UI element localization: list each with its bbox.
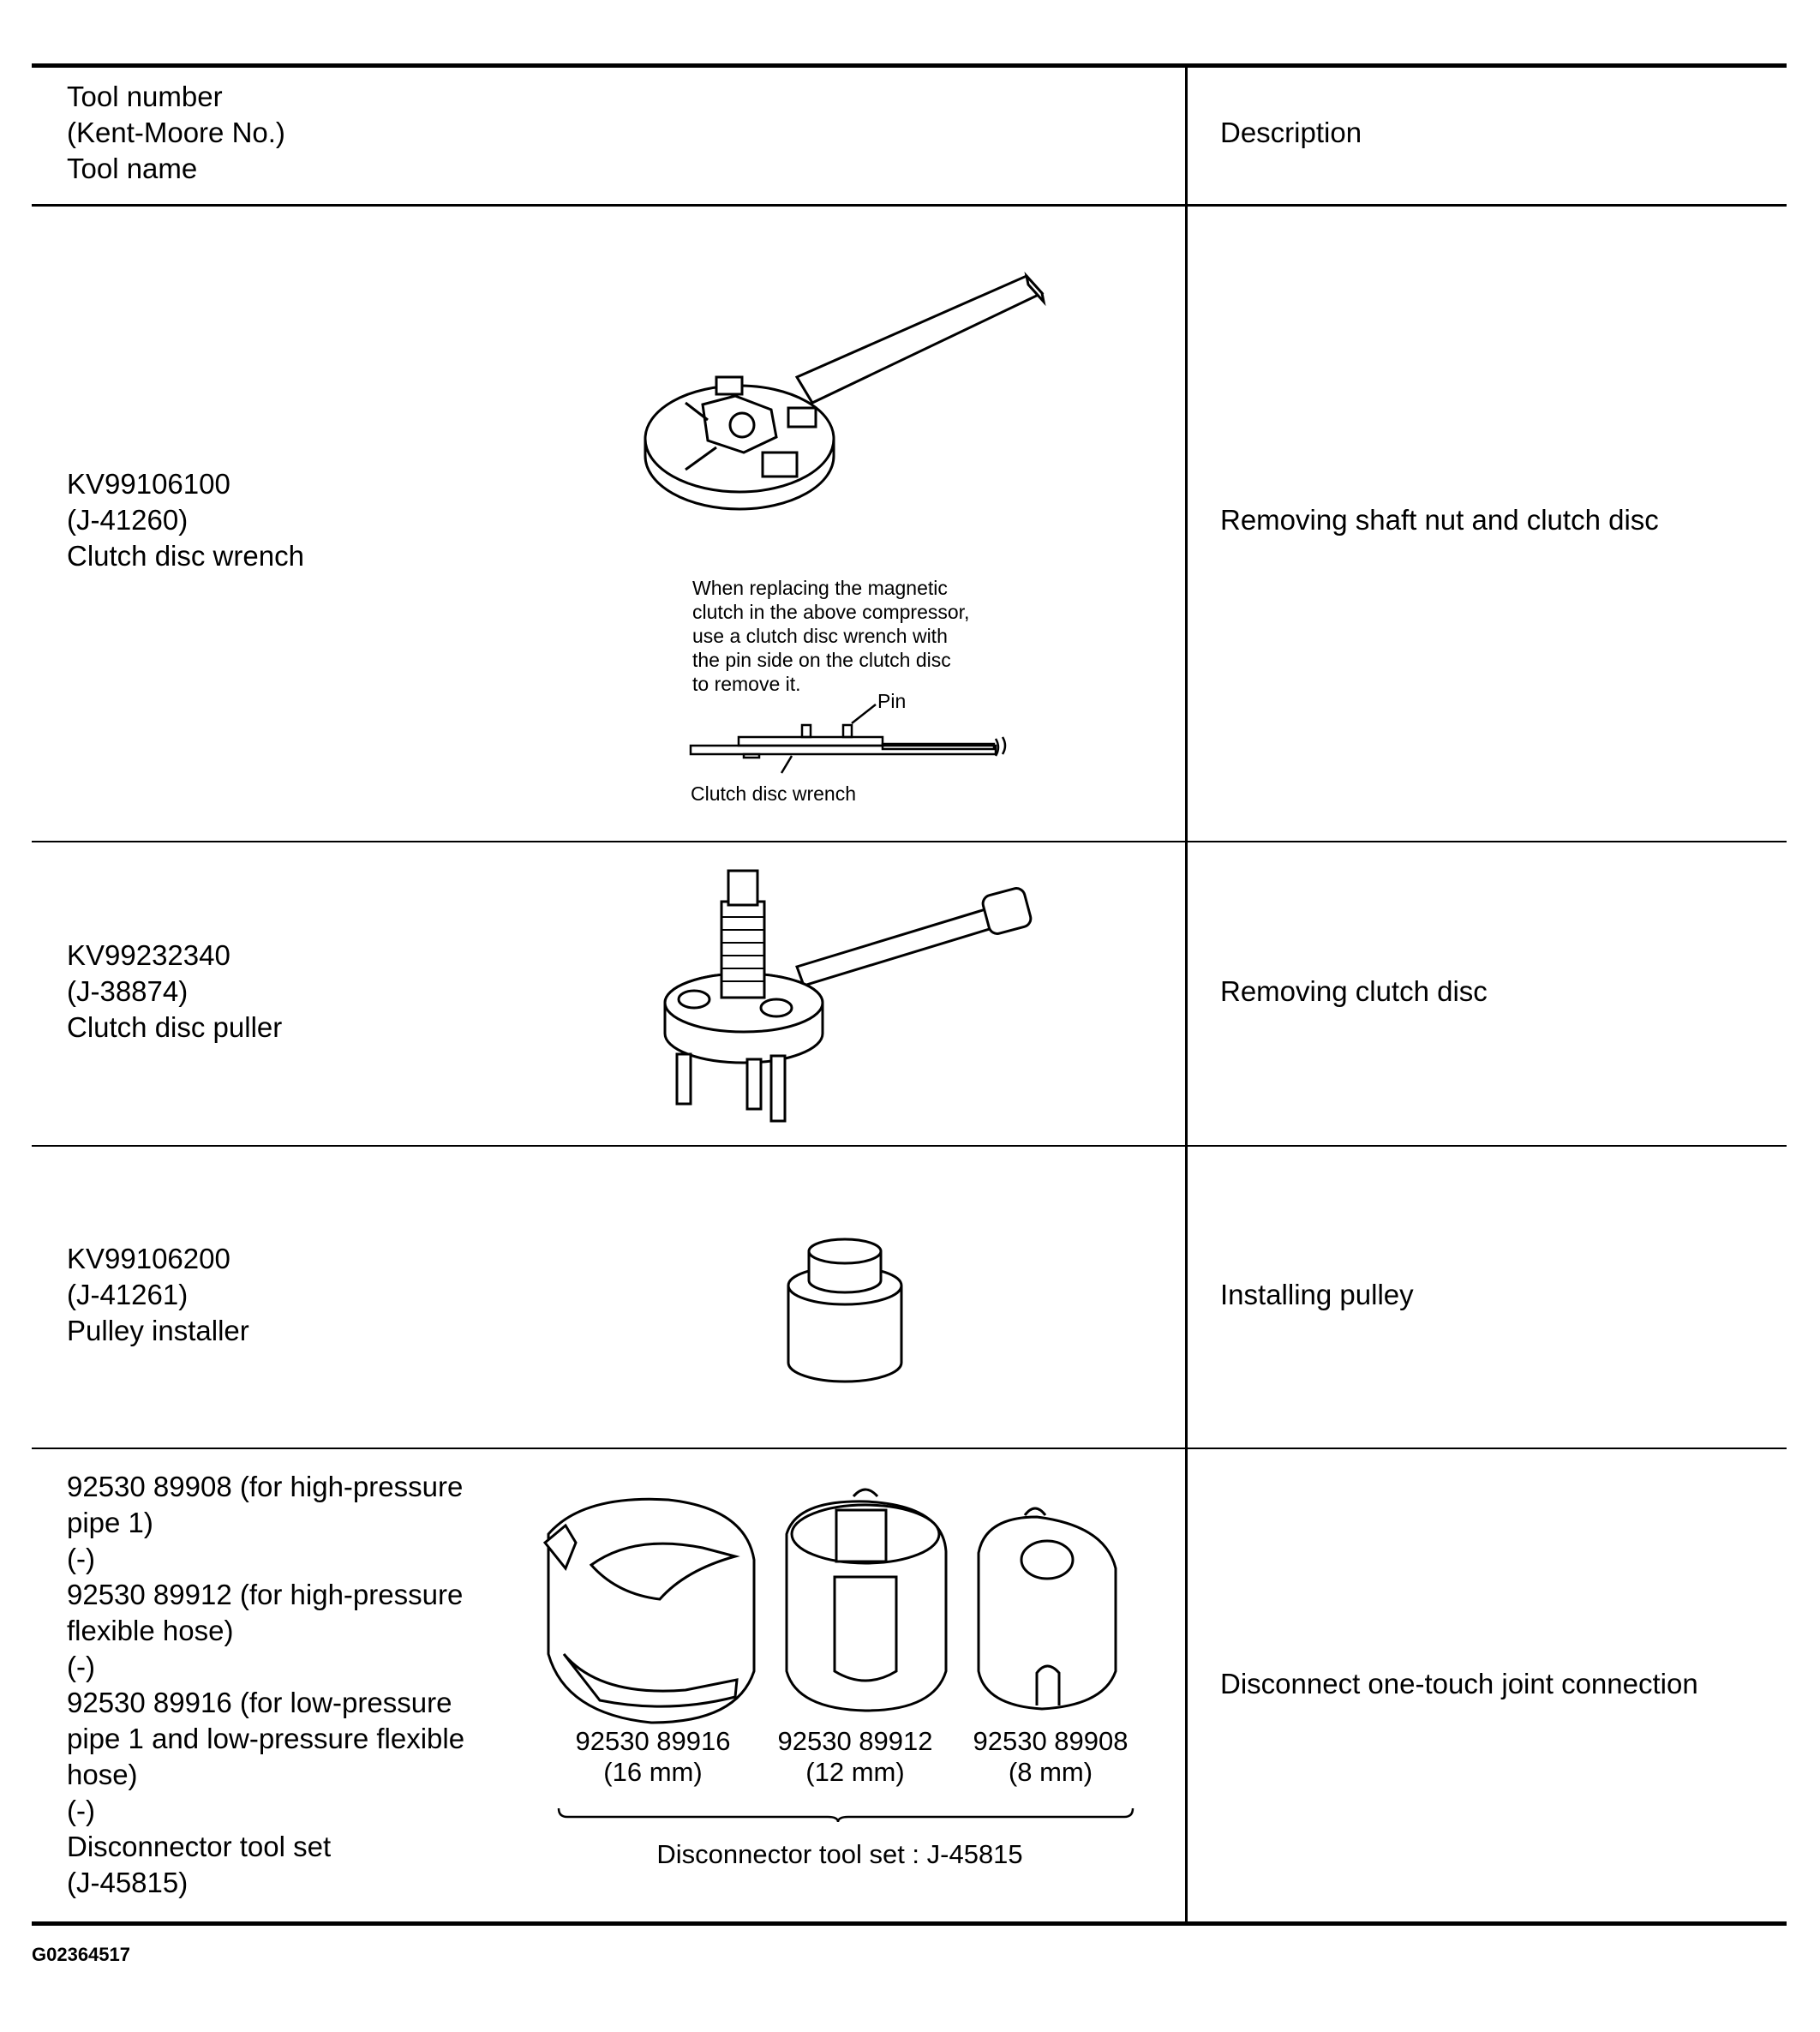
tool-line: Disconnector tool set — [67, 1831, 332, 1862]
header-line: Tool name — [67, 153, 198, 184]
row-rule-2 — [32, 1145, 1787, 1147]
tool-number: KV99106100 — [67, 468, 230, 500]
row-2-tool-info — [67, 938, 512, 1046]
tool-size: (8 mm) — [1008, 1757, 1093, 1787]
header-tool-info — [67, 79, 512, 187]
tool-number: KV99106200 — [67, 1243, 230, 1274]
header-rule — [32, 204, 1787, 207]
tool-line: hose) — [67, 1759, 138, 1790]
table-top-rule — [32, 63, 1787, 68]
tool-line: (-) — [67, 1795, 95, 1826]
table-bottom-rule — [32, 1921, 1787, 1926]
wrench-label: Clutch disc wrench — [691, 782, 857, 805]
row-4-description: Disconnect one-touch joint connection — [1220, 1668, 1698, 1699]
tool-number: KV99232340 — [67, 939, 230, 971]
kent-moore-number: (J-38874) — [67, 975, 189, 1007]
tool-set-brace — [559, 1808, 1133, 1822]
note-line: use a clutch disc wrench with — [692, 625, 948, 647]
row-4-tool-info — [67, 1469, 512, 1901]
tool-line: flexible hose) — [67, 1615, 234, 1646]
tool-line: (J-45815) — [67, 1867, 189, 1898]
tool-line: 92530 89916 (for low-pressure — [67, 1687, 452, 1718]
tool-16mm-label — [559, 1726, 747, 1788]
tool-name: Pulley installer — [67, 1315, 249, 1346]
row-1-tool-info — [67, 466, 512, 574]
row-1-description: Removing shaft nut and clutch disc — [1220, 504, 1659, 536]
wrench-usage-note — [692, 576, 1052, 696]
header-description: Description — [1220, 117, 1362, 148]
note-line: to remove it. — [692, 673, 801, 695]
tool-line: pipe 1 and low-pressure flexible — [67, 1723, 465, 1754]
tool-part-number: 92530 89908 — [973, 1726, 1129, 1756]
tool-part-number: 92530 89916 — [575, 1726, 731, 1756]
note-line: the pin side on the clutch disc — [692, 649, 951, 671]
header-line: (Kent-Moore No.) — [67, 117, 285, 148]
note-line: clutch in the above compressor, — [692, 601, 970, 623]
column-divider — [1185, 68, 1188, 1923]
row-3-tool-info — [67, 1241, 512, 1349]
tool-line: pipe 1) — [67, 1507, 153, 1538]
tool-set-caption: Disconnector tool set : J-45815 — [656, 1839, 1023, 1869]
kent-moore-number: (J-41260) — [67, 504, 189, 536]
row-2-description: Removing clutch disc — [1220, 975, 1488, 1007]
tool-size: (16 mm) — [603, 1757, 703, 1787]
kent-moore-number: (J-41261) — [67, 1279, 189, 1310]
tool-line: (-) — [67, 1651, 95, 1682]
tool-line: 92530 89908 (for high-pressure — [67, 1471, 464, 1502]
tool-part-number: 92530 89912 — [777, 1726, 933, 1756]
figure-id: G02364517 — [32, 1944, 130, 1965]
tool-name: Clutch disc puller — [67, 1011, 283, 1043]
tool-8mm-label — [956, 1726, 1145, 1788]
row-rule-3 — [32, 1448, 1787, 1449]
row-rule-1 — [32, 841, 1787, 842]
tool-name: Clutch disc wrench — [67, 540, 304, 572]
tool-size: (12 mm) — [805, 1757, 905, 1787]
row-3-description: Installing pulley — [1220, 1279, 1414, 1310]
note-line: When replacing the magnetic — [692, 577, 948, 599]
tool-12mm-label — [761, 1726, 949, 1788]
tool-line: 92530 89912 (for high-pressure — [67, 1579, 464, 1610]
pin-label: Pin — [877, 690, 907, 712]
tool-line: (-) — [67, 1543, 95, 1574]
header-line: Tool number — [67, 81, 223, 112]
